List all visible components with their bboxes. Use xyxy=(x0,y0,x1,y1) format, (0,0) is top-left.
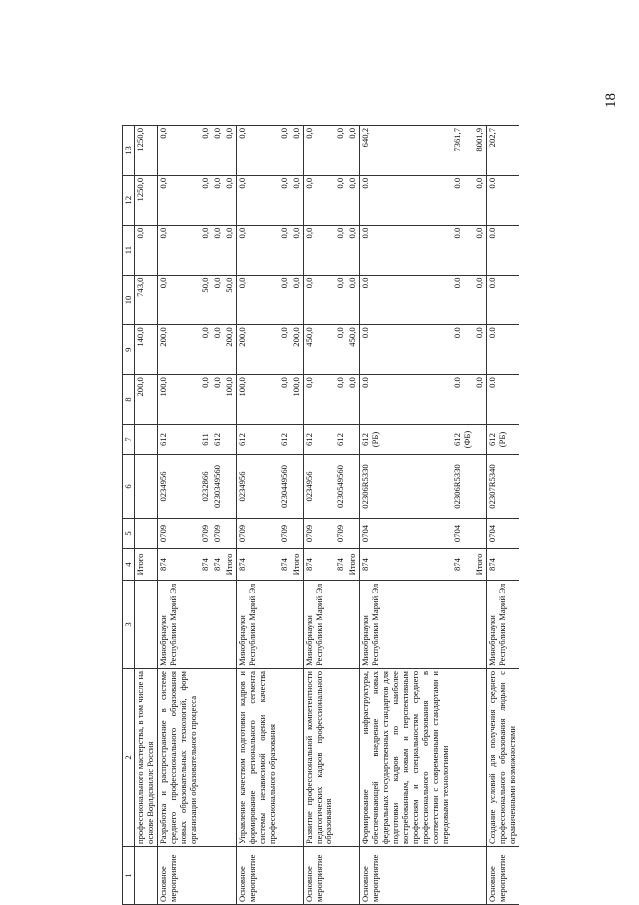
cell-col-6: 0232866 xyxy=(200,455,212,519)
cell-col-5 xyxy=(291,519,303,549)
cell-col-6: 02307R5340 xyxy=(487,455,519,519)
cell-col-7 xyxy=(474,425,486,455)
cell-col-4: Итого xyxy=(135,549,158,581)
cell-col-2 xyxy=(279,669,291,847)
cell-col-5: 0709 xyxy=(303,519,335,549)
cell-col-2: Развитие профессиональной компетентности педагогических кадров профессионального образования xyxy=(303,669,335,847)
cell-col-6 xyxy=(474,455,486,519)
cell-col-10: 0,0 xyxy=(212,275,224,325)
cell-col-12: 0,0 xyxy=(157,175,199,225)
cell-col-5: 0709 xyxy=(212,519,224,549)
cell-col-8: 0,0 xyxy=(335,375,347,425)
cell-col-3 xyxy=(224,581,236,669)
cell-col-10: 0,0 xyxy=(157,275,199,325)
cell-col-7: 612 xyxy=(303,425,335,455)
column-header-3: 3 xyxy=(123,581,135,669)
cell-col-1 xyxy=(200,847,212,905)
cell-col-1 xyxy=(474,847,486,905)
cell-col-1: Основное мероприятие xyxy=(487,847,519,905)
cell-col-8: 0,0 xyxy=(347,375,359,425)
cell-col-9: 450,0 xyxy=(303,325,335,375)
table-row xyxy=(157,126,199,905)
cell-col-10: 0,0 xyxy=(303,275,335,325)
page-number: 18 xyxy=(603,93,619,108)
table-row xyxy=(335,126,347,905)
cell-col-13: 8001,9 xyxy=(474,126,486,176)
cell-col-6 xyxy=(291,455,303,519)
cell-col-13: 202,7 xyxy=(487,126,519,176)
table-row xyxy=(347,126,359,905)
cell-col-5: 0704 xyxy=(452,519,474,549)
cell-col-9: 200,0 xyxy=(291,325,303,375)
cell-col-10: 0,0 xyxy=(335,275,347,325)
cell-col-8: 0.0 xyxy=(452,375,474,425)
cell-col-3 xyxy=(291,581,303,669)
cell-col-5: 0709 xyxy=(157,519,199,549)
cell-col-2 xyxy=(200,669,212,847)
cell-col-12: 0,0 xyxy=(236,175,278,225)
cell-col-4: 874 xyxy=(200,549,212,581)
cell-col-8: 0,0 xyxy=(303,375,335,425)
cell-col-5: 0709 xyxy=(279,519,291,549)
cell-col-13: 0,0 xyxy=(335,126,347,176)
cell-col-5 xyxy=(347,519,359,549)
cell-col-13: 0,0 xyxy=(157,126,199,176)
cell-col-8: 0.0 xyxy=(487,375,519,425)
table-row xyxy=(360,126,452,905)
cell-col-5: 0709 xyxy=(236,519,278,549)
cell-col-12: 0,0 xyxy=(212,175,224,225)
cell-col-5 xyxy=(224,519,236,549)
cell-col-6: 0234956 xyxy=(303,455,335,519)
cell-col-1 xyxy=(212,847,224,905)
cell-col-13: 0,0 xyxy=(279,126,291,176)
cell-col-13: 7361,7 xyxy=(452,126,474,176)
cell-col-6: 0230549560 xyxy=(335,455,347,519)
cell-col-6 xyxy=(347,455,359,519)
column-header-8: 8 xyxy=(123,375,135,425)
cell-col-1: Основное мероприятие xyxy=(303,847,335,905)
cell-col-2: Управление качеством подготовки кадров и формирование регионального сегмента системы независимой оценки качества профессионального образования xyxy=(236,669,278,847)
cell-col-4: Итого xyxy=(224,549,236,581)
cell-col-7 xyxy=(347,425,359,455)
cell-col-11: 0.0 xyxy=(360,225,452,275)
cell-col-5: 0704 xyxy=(360,519,452,549)
table-row xyxy=(236,126,278,905)
cell-col-9: 0.0 xyxy=(452,325,474,375)
cell-col-13: 0,0 xyxy=(224,126,236,176)
cell-col-4: 874 xyxy=(335,549,347,581)
cell-col-3: Минобрнауки Республики Марий Эл xyxy=(157,581,199,669)
table-row xyxy=(487,126,519,905)
cell-col-11: 0,0 xyxy=(157,225,199,275)
cell-col-1 xyxy=(452,847,474,905)
cell-col-6: 0230449560 xyxy=(279,455,291,519)
cell-col-12: 0,0 xyxy=(474,175,486,225)
cell-col-3 xyxy=(200,581,212,669)
cell-col-10: 0,0 xyxy=(291,275,303,325)
cell-col-3: Минобрнауки Республики Марий Эл xyxy=(360,581,452,669)
cell-col-3 xyxy=(135,581,158,669)
cell-col-2 xyxy=(452,669,474,847)
cell-col-10: 0,0 xyxy=(474,275,486,325)
cell-col-8: 100,0 xyxy=(224,375,236,425)
cell-col-10: 0,0 xyxy=(236,275,278,325)
table-row xyxy=(291,126,303,905)
cell-col-4: 874 xyxy=(487,549,519,581)
cell-col-9: 200,0 xyxy=(224,325,236,375)
cell-col-1 xyxy=(279,847,291,905)
cell-col-7: 612 xyxy=(212,425,224,455)
cell-col-5 xyxy=(474,519,486,549)
cell-col-1: Основное мероприятие xyxy=(360,847,452,905)
cell-col-2 xyxy=(474,669,486,847)
cell-col-8: 0,0 xyxy=(279,375,291,425)
cell-col-6: 02306R5330 xyxy=(360,455,452,519)
cell-col-2 xyxy=(291,669,303,847)
cell-col-5: 0709 xyxy=(200,519,212,549)
cell-col-4: Итого xyxy=(474,549,486,581)
cell-col-11: 0,0 xyxy=(291,225,303,275)
table-header-row xyxy=(123,126,135,905)
cell-col-7: 611 xyxy=(200,425,212,455)
column-header-7: 7 xyxy=(123,425,135,455)
column-header-11: 11 xyxy=(123,225,135,275)
column-header-1: 1 xyxy=(123,847,135,905)
cell-col-1: Основное мероприятие xyxy=(157,847,199,905)
cell-col-5: 0704 xyxy=(487,519,519,549)
cell-col-9: 140,0 xyxy=(135,325,158,375)
cell-col-9: 0,0 xyxy=(335,325,347,375)
cell-col-7: 612 xyxy=(335,425,347,455)
cell-col-12: 0.0 xyxy=(487,175,519,225)
cell-col-9: 0,0 xyxy=(279,325,291,375)
cell-col-11: 0,0 xyxy=(335,225,347,275)
cell-col-10: 50,0 xyxy=(200,275,212,325)
cell-col-1 xyxy=(335,847,347,905)
cell-col-12: 0,0 xyxy=(279,175,291,225)
cell-col-12: 1250,0 xyxy=(135,175,158,225)
cell-col-12: 0,0 xyxy=(224,175,236,225)
table-row xyxy=(200,126,212,905)
cell-col-10: 743,0 xyxy=(135,275,158,325)
cell-col-1 xyxy=(224,847,236,905)
budget-table xyxy=(122,125,519,905)
cell-col-7: 612 xyxy=(279,425,291,455)
cell-col-13: 0,0 xyxy=(200,126,212,176)
cell-col-13: 0,0 xyxy=(236,126,278,176)
cell-col-8: 0,0 xyxy=(474,375,486,425)
cell-col-11: 0.0 xyxy=(487,225,519,275)
cell-col-6 xyxy=(224,455,236,519)
cell-col-1: Основное мероприятие xyxy=(236,847,278,905)
cell-col-7 xyxy=(291,425,303,455)
cell-col-4: 874 xyxy=(236,549,278,581)
cell-col-10: 0.0 xyxy=(360,275,452,325)
cell-col-1 xyxy=(347,847,359,905)
column-header-10: 10 xyxy=(123,275,135,325)
cell-col-13: 1250,0 xyxy=(135,126,158,176)
cell-col-3: Минобрнауки Республики Марий Эл xyxy=(236,581,278,669)
cell-col-11: 0,0 xyxy=(474,225,486,275)
column-header-13: 13 xyxy=(123,126,135,176)
cell-col-11: 0,0 xyxy=(236,225,278,275)
cell-col-3 xyxy=(474,581,486,669)
cell-col-3: Минобрнауки Республики Марий Эл xyxy=(303,581,335,669)
cell-col-2 xyxy=(212,669,224,847)
cell-col-10: 0.0 xyxy=(487,275,519,325)
cell-col-1 xyxy=(291,847,303,905)
table-row xyxy=(303,126,335,905)
cell-col-7 xyxy=(224,425,236,455)
cell-col-6: 0234956 xyxy=(157,455,199,519)
cell-col-6: 0230349560 xyxy=(212,455,224,519)
cell-col-5: 0709 xyxy=(335,519,347,549)
cell-col-4: Итого xyxy=(347,549,359,581)
cell-col-11: 0,0 xyxy=(135,225,158,275)
cell-col-2: профессионального мастерства, в том числе на основе Ворлдскиллс Россия xyxy=(135,669,158,847)
cell-col-4: 874 xyxy=(452,549,474,581)
cell-col-11: 0,0 xyxy=(303,225,335,275)
cell-col-12: 0.0 xyxy=(452,175,474,225)
cell-col-13: 0,0 xyxy=(347,126,359,176)
cell-col-6: 02306R5330 xyxy=(452,455,474,519)
cell-col-8: 0,0 xyxy=(212,375,224,425)
cell-col-2 xyxy=(335,669,347,847)
cell-col-9: 0,0 xyxy=(474,325,486,375)
table-row xyxy=(224,126,236,905)
table-row xyxy=(135,126,158,905)
cell-col-9: 0,0 xyxy=(200,325,212,375)
table-row xyxy=(474,126,486,905)
cell-col-8: 100,0 xyxy=(157,375,199,425)
cell-col-9: 0.0 xyxy=(487,325,519,375)
cell-col-2: Разработка и распространение в системе среднего профессионального образования новых образовательных технологий, форм организации образовательного процесса xyxy=(157,669,199,847)
cell-col-12: 0.0 xyxy=(360,175,452,225)
cell-col-13: 0,0 xyxy=(212,126,224,176)
cell-col-8: 100,0 xyxy=(291,375,303,425)
column-header-5: 5 xyxy=(123,519,135,549)
cell-col-9: 200,0 xyxy=(236,325,278,375)
cell-col-10: 0,0 xyxy=(347,275,359,325)
column-header-2: 2 xyxy=(123,669,135,847)
cell-col-9: 200,0 xyxy=(157,325,199,375)
cell-col-8: 200,0 xyxy=(135,375,158,425)
cell-col-3 xyxy=(335,581,347,669)
cell-col-2: Создание условий для получения среднего профессионального образования людьми с ограниченными возможностями xyxy=(487,669,519,847)
cell-col-2: Формирование инфраструктуры, обеспечивающей внедрение новых федеральных государственных стандартов для подготовки кадров по наиболее востребованным, новым и перспективным профессиям и специальностям среднего профессионального образования в соответствии с современными стандартами и передовыми технологиями xyxy=(360,669,452,847)
cell-col-4: 874 xyxy=(279,549,291,581)
cell-col-9: 0.0 xyxy=(360,325,452,375)
cell-col-12: 0,0 xyxy=(347,175,359,225)
cell-col-7: 612 xyxy=(157,425,199,455)
cell-col-4: 874 xyxy=(360,549,452,581)
cell-col-4: 874 xyxy=(157,549,199,581)
column-header-6: 6 xyxy=(123,455,135,519)
cell-col-1 xyxy=(135,847,158,905)
table-row xyxy=(212,126,224,905)
cell-col-5 xyxy=(135,519,158,549)
cell-col-6 xyxy=(135,455,158,519)
cell-col-12: 0,0 xyxy=(335,175,347,225)
table-row xyxy=(279,126,291,905)
rotated-table-wrapper xyxy=(122,125,639,905)
cell-col-10: 50,0 xyxy=(224,275,236,325)
column-header-9: 9 xyxy=(123,325,135,375)
cell-col-8: 100,0 xyxy=(236,375,278,425)
cell-col-3: Минобрнауки Республики Марий Эл xyxy=(487,581,519,669)
column-header-12: 12 xyxy=(123,175,135,225)
column-header-4: 4 xyxy=(123,549,135,581)
cell-col-8: 0,0 xyxy=(200,375,212,425)
cell-col-6: 0234956 xyxy=(236,455,278,519)
cell-col-13: 0,0 xyxy=(303,126,335,176)
cell-col-2 xyxy=(347,669,359,847)
cell-col-7: 612 xyxy=(236,425,278,455)
cell-col-11: 0,0 xyxy=(224,225,236,275)
cell-col-8: 0.0 xyxy=(360,375,452,425)
cell-col-7: 612 (РБ) xyxy=(487,425,519,455)
cell-col-13: 640,2 xyxy=(360,126,452,176)
cell-col-11: 0,0 xyxy=(200,225,212,275)
cell-col-4: 874 xyxy=(212,549,224,581)
cell-col-2 xyxy=(224,669,236,847)
cell-col-9: 0,0 xyxy=(212,325,224,375)
cell-col-7: 612 (ФБ) xyxy=(452,425,474,455)
cell-col-10: 0,0 xyxy=(279,275,291,325)
cell-col-10: 0.0 xyxy=(452,275,474,325)
cell-col-7: 612 (РБ) xyxy=(360,425,452,455)
cell-col-3 xyxy=(212,581,224,669)
cell-col-12: 0,0 xyxy=(303,175,335,225)
cell-col-3 xyxy=(347,581,359,669)
cell-col-3 xyxy=(452,581,474,669)
cell-col-12: 0,0 xyxy=(291,175,303,225)
cell-col-13: 0,0 xyxy=(291,126,303,176)
table-body xyxy=(135,126,519,905)
cell-col-12: 0,0 xyxy=(200,175,212,225)
cell-col-7 xyxy=(135,425,158,455)
cell-col-11: 0,0 xyxy=(279,225,291,275)
cell-col-9: 450,0 xyxy=(347,325,359,375)
cell-col-11: 0.0 xyxy=(452,225,474,275)
cell-col-4: 874 xyxy=(303,549,335,581)
cell-col-3 xyxy=(279,581,291,669)
cell-col-4: Итого xyxy=(291,549,303,581)
cell-col-11: 0,0 xyxy=(212,225,224,275)
table-row xyxy=(452,126,474,905)
cell-col-11: 0,0 xyxy=(347,225,359,275)
